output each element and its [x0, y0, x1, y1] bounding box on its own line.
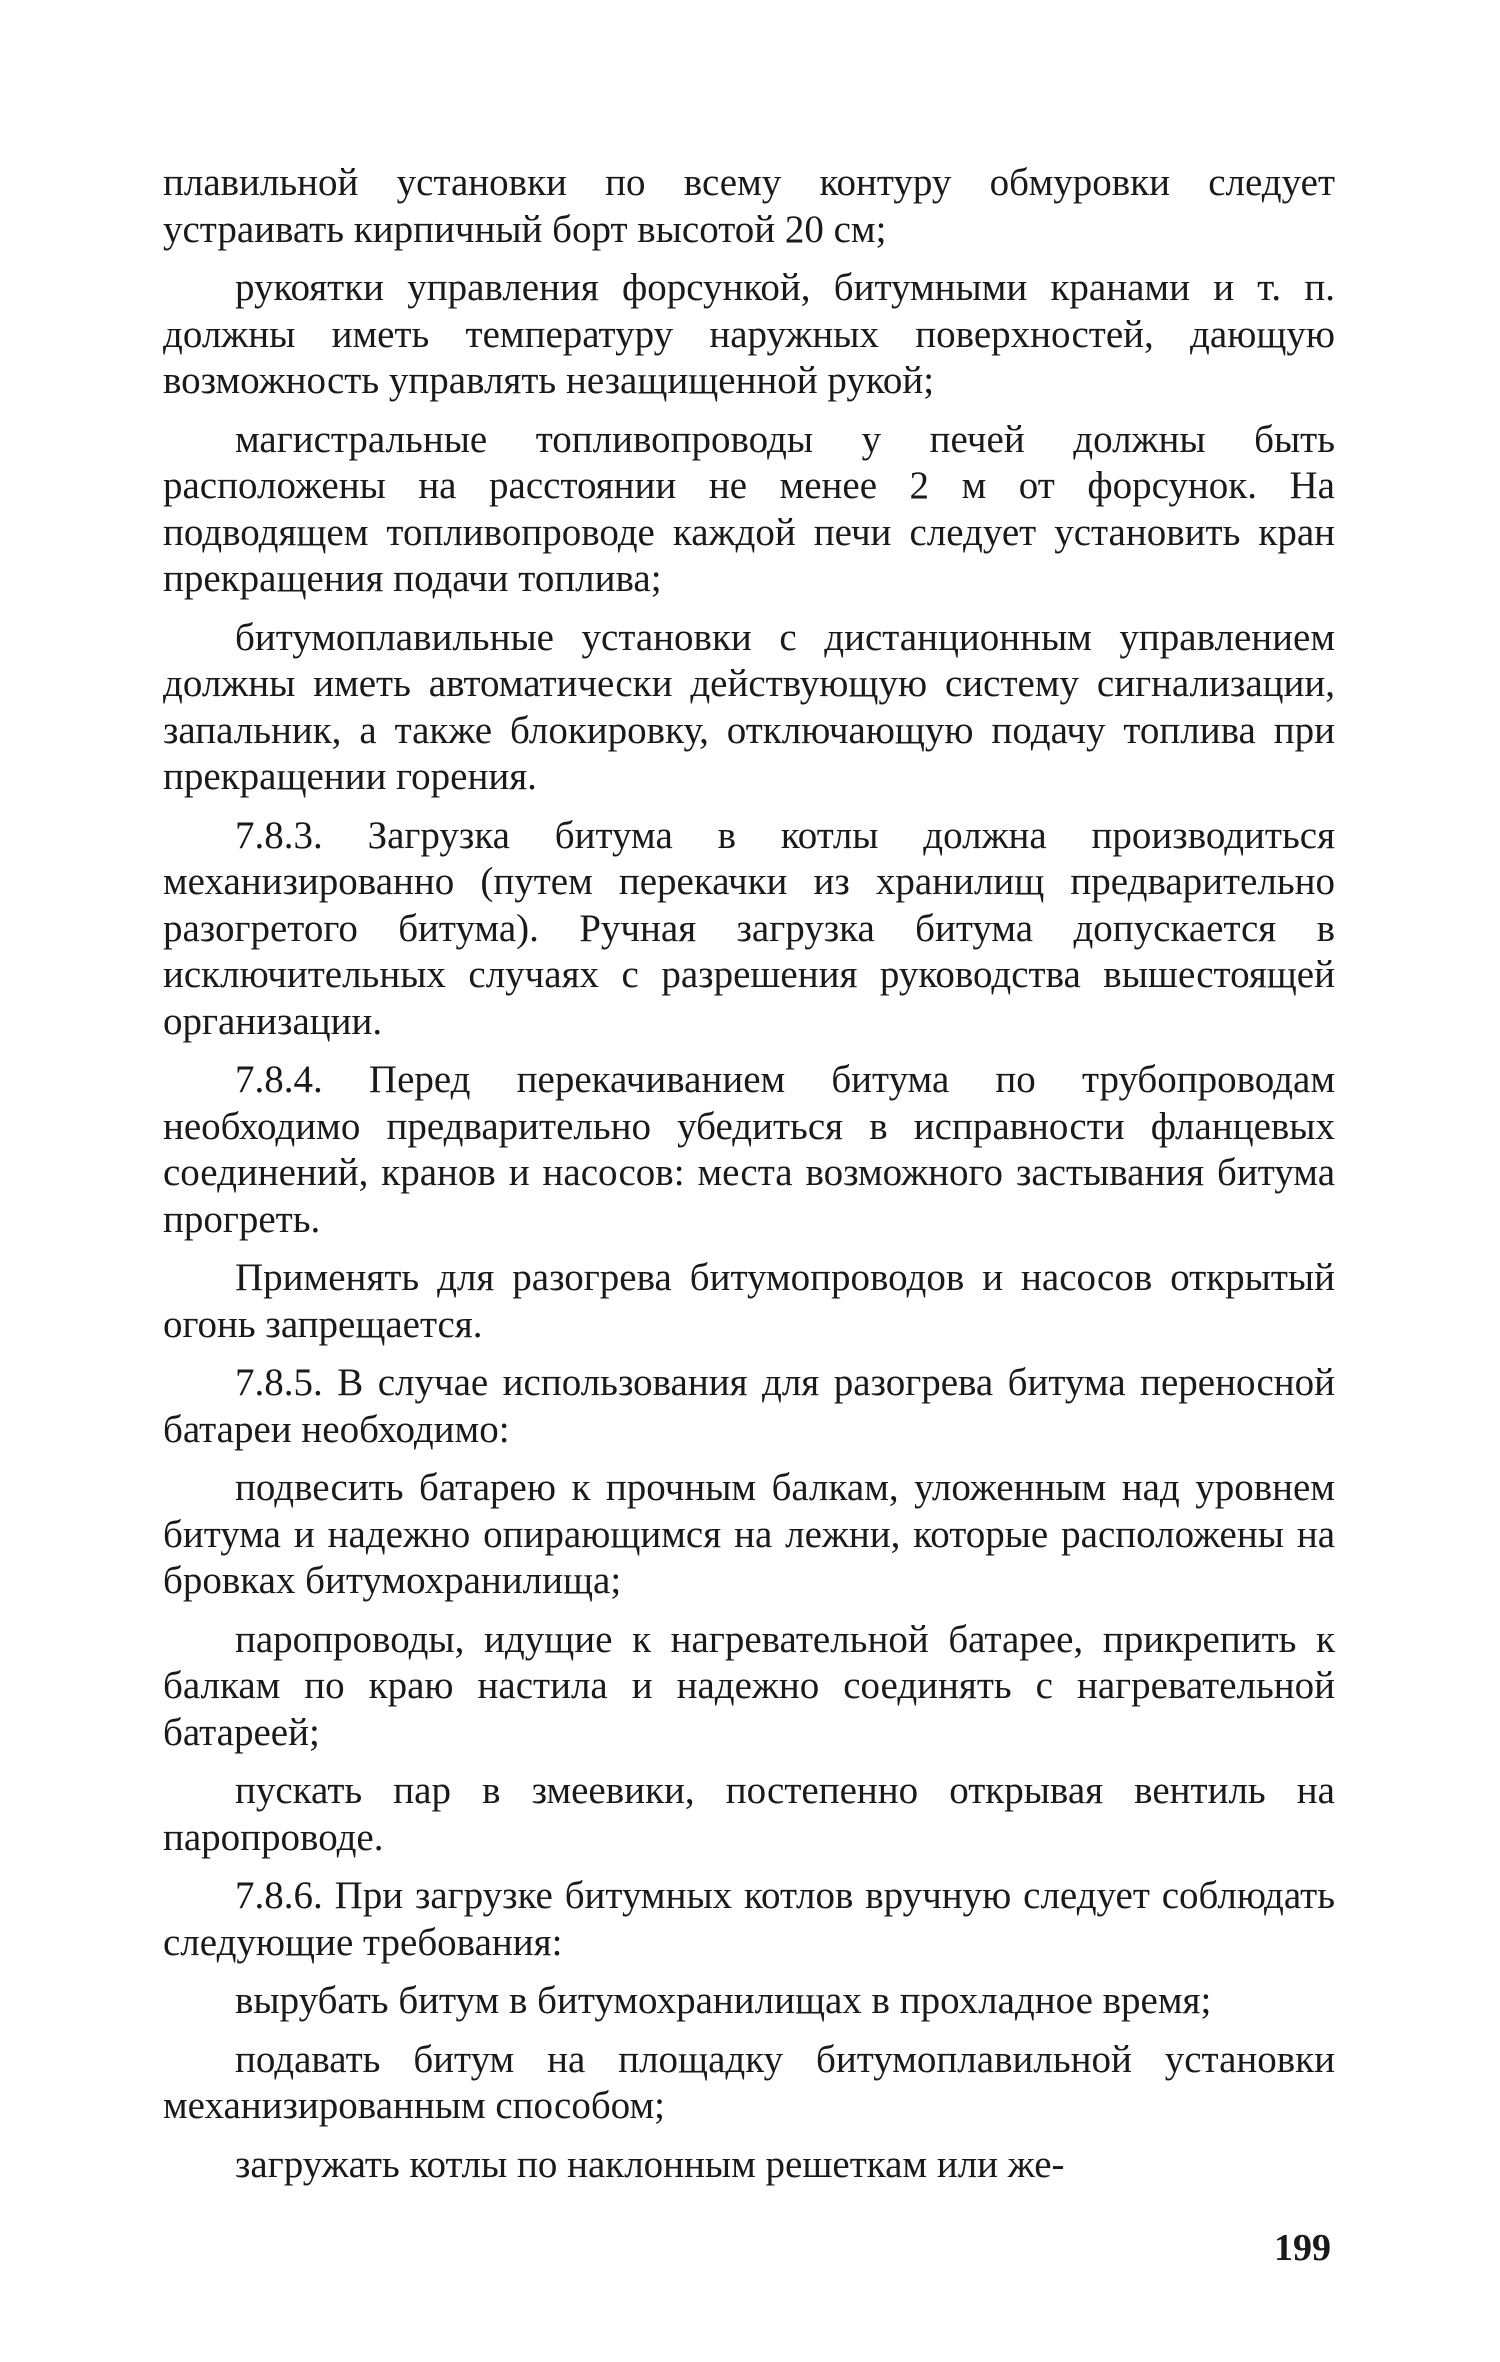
paragraph-11	[163, 1768, 1335, 1861]
section-number: 7.8.5.	[235, 1361, 323, 1404]
section-7-8-4	[163, 1057, 1335, 1243]
paragraph-13	[163, 1978, 1335, 2025]
paragraph-14-text: подавать битум на площадку битумоплавильной установки механизированным способом;	[163, 2037, 1335, 2127]
section-7-8-6	[163, 1873, 1335, 1966]
section-number: 7.8.4.	[235, 1058, 323, 1101]
paragraph-14	[163, 2037, 1335, 2130]
section-text: Перед перекачиванием битума по трубопроводам необходимо предварительно убедиться в исправности фланцевых соединений, кранов и насосов: места возможного застывания битума прогреть.	[163, 1058, 1336, 1241]
section-7-8-3	[163, 813, 1335, 1046]
page-body	[163, 160, 1335, 2200]
paragraph-1	[163, 160, 1335, 253]
paragraph-7	[163, 1255, 1335, 1348]
section-number: 7.8.6.	[235, 1874, 323, 1917]
paragraph-2	[163, 265, 1335, 405]
section-text: В случае использования для разогрева битума переносной батареи необходимо:	[163, 1361, 1335, 1451]
paragraph-10	[163, 1617, 1335, 1757]
paragraph-11-text: пускать пар в змеевики, постепенно открывая вентиль на паропроводе.	[163, 1769, 1335, 1859]
paragraph-15-text: загружать котлы по наклонным решеткам или же-	[235, 2142, 1065, 2186]
section-7-8-5	[163, 1360, 1335, 1453]
paragraph-10-text: паропроводы, идущие к нагревательной батарее, прикрепить к балкам по краю настила и надежно соединять с нагревательной батареей;	[163, 1617, 1335, 1754]
paragraph-3-text: магистральные топливопроводы у печей должны быть расположены на расстоянии не менее 2 м от форсунок. На подводящем топливопроводе каждой печи следует установить кран прекращения подачи топлива;	[163, 417, 1335, 600]
paragraph-1-text: плавильной установки по всему контуру обмуровки следует устраивать кирпичный борт высотой 20 см;	[163, 161, 1335, 251]
paragraph-4	[163, 615, 1335, 801]
paragraph-2-text: рукоятки управления форсункой, битумными кранами и т. п. должны иметь температуру наружных поверхностей, дающую возможность управлять незащищенной рукой;	[163, 266, 1335, 402]
paragraph-4-text: битумоплавильные установки с дистанционным управлением должны иметь автоматически действующую систему сигнализации, запальник, а также блокировку, отключающую подачу топлива при прекращении горения.	[163, 615, 1335, 798]
paragraph-9-text: подвесить батарею к прочным балкам, уложенным над уровнем битума и надежно опирающимся на лежни, которые расположены на бровках битумохранилища;	[163, 1466, 1335, 1602]
paragraph-9	[163, 1465, 1335, 1605]
section-number: 7.8.3.	[235, 813, 323, 857]
paragraph-7-text: Применять для разогрева битумопроводов и насосов открытый огонь запрещается.	[163, 1256, 1335, 1346]
paragraph-3	[163, 417, 1335, 603]
page-number: 199	[1274, 2227, 1331, 2269]
section-text: Загрузка битума в котлы должна производиться механизированно (путем перекачки из хранилищ предварительно разогретого битума). Ручная загрузка битума допускается в исключительных случаях с разрешения руководства вышестоящей организации.	[163, 813, 1336, 1043]
section-text: При загрузке битумных котлов вручную следует соблюдать следующие требования:	[163, 1874, 1335, 1964]
paragraph-15	[163, 2142, 1335, 2189]
paragraph-13-text: вырубать битум в битумохранилищах в прохладное время;	[235, 1979, 1212, 2022]
